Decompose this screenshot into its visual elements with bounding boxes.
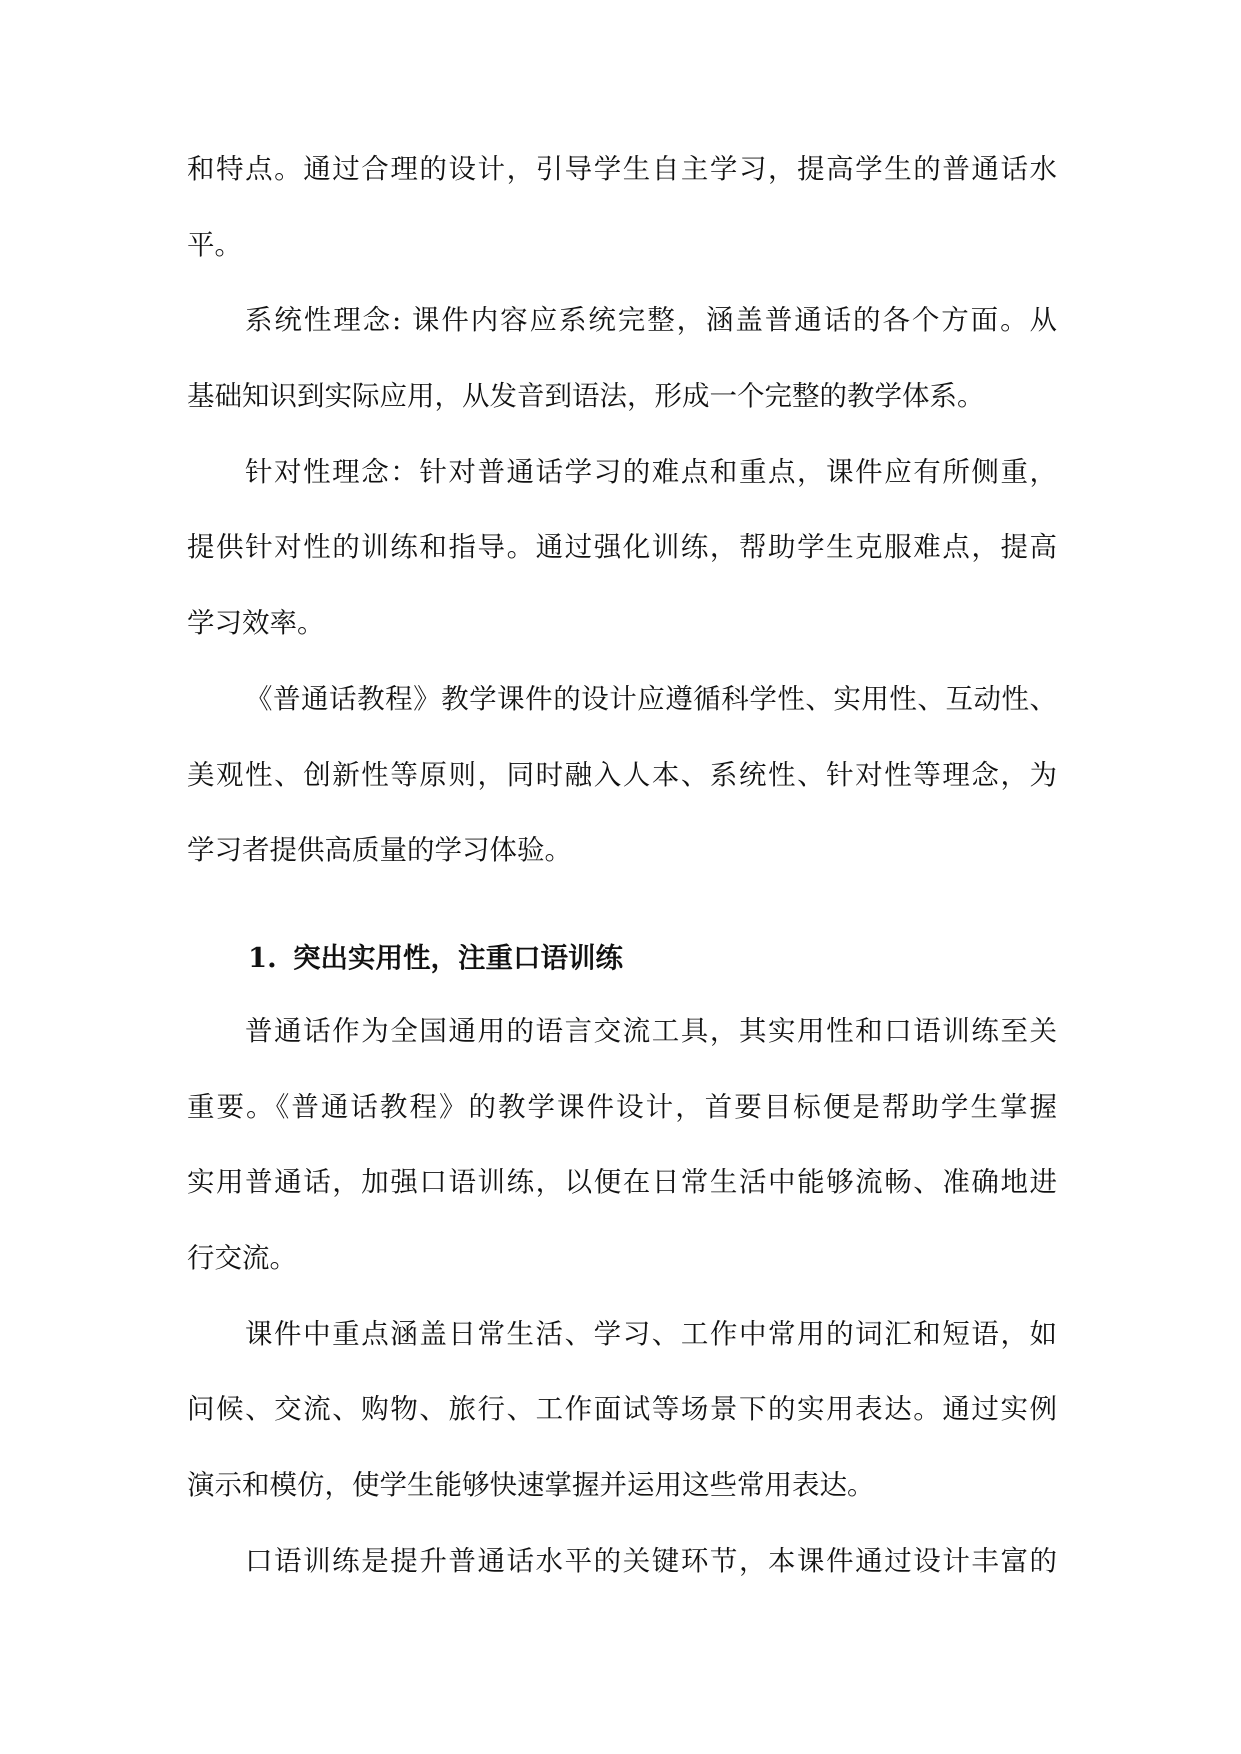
text-line: 问候、交流、购物、旅行、工作面试等场景下的实用表达。通过实例	[187, 1393, 1057, 1426]
section-heading	[187, 922, 1057, 994]
text-line: 针对性理念：针对普通话学习的难点和重点，课件应有所侧重，	[245, 455, 1057, 488]
text-line: 学习者提供高质量的学习体验。	[187, 834, 572, 867]
paragraph	[187, 1297, 1057, 1524]
text-line: 重要。《普通话教程》的教学课件设计，首要目标便是帮助学生掌握	[187, 1090, 1057, 1123]
text-line: 学习效率。	[187, 607, 325, 640]
paragraph	[187, 283, 1057, 434]
text-line: 提供针对性的训练和指导。通过强化训练，帮助学生克服难点，提高	[187, 531, 1057, 564]
text-line: 演示和模仿，使学生能够快速掌握并运用这些常用表达。	[187, 1469, 875, 1501]
text-line: 《普通话教程》教学课件的设计应遵循科学性、实用性、互动性、	[245, 682, 1057, 715]
page-body	[187, 132, 1057, 1599]
text-line: 普通话作为全国通用的语言交流工具，其实用性和口语训练至关	[245, 1014, 1057, 1047]
paragraph	[187, 994, 1057, 1297]
text-line: 口语训练是提升普通话水平的关键环节，本课件通过设计丰富的	[245, 1544, 1057, 1577]
text-line: 和特点。通过合理的设计，引导学生自主学习，提高学生的普通话水	[187, 153, 1057, 185]
section-title: 突出实用性，注重口语训练	[293, 941, 623, 974]
paragraph	[187, 132, 1057, 283]
text-line: 美观性、创新性等原则，同时融入人本、系统性、针对性等理念，为	[187, 758, 1057, 791]
text-line: 系统性理念: 课件内容应系统完整，涵盖普通话的各个方面。从	[245, 304, 1057, 337]
text-line: 课件中重点涵盖日常生活、学习、工作中常用的词汇和短语，如	[245, 1317, 1057, 1350]
text-line: 行交流。	[187, 1241, 297, 1274]
text-line: 实用普通话，加强口语训练，以便在日常生活中能够流畅、准确地进	[187, 1166, 1057, 1199]
paragraph	[187, 435, 1057, 662]
paragraph	[187, 662, 1057, 889]
section-number: 1.	[248, 941, 277, 974]
text-line: 平。	[187, 228, 242, 261]
paragraph	[187, 1524, 1057, 1600]
text-line: 基础知识到实际应用，从发音到语法，形成一个完整的教学体系。	[187, 380, 985, 413]
